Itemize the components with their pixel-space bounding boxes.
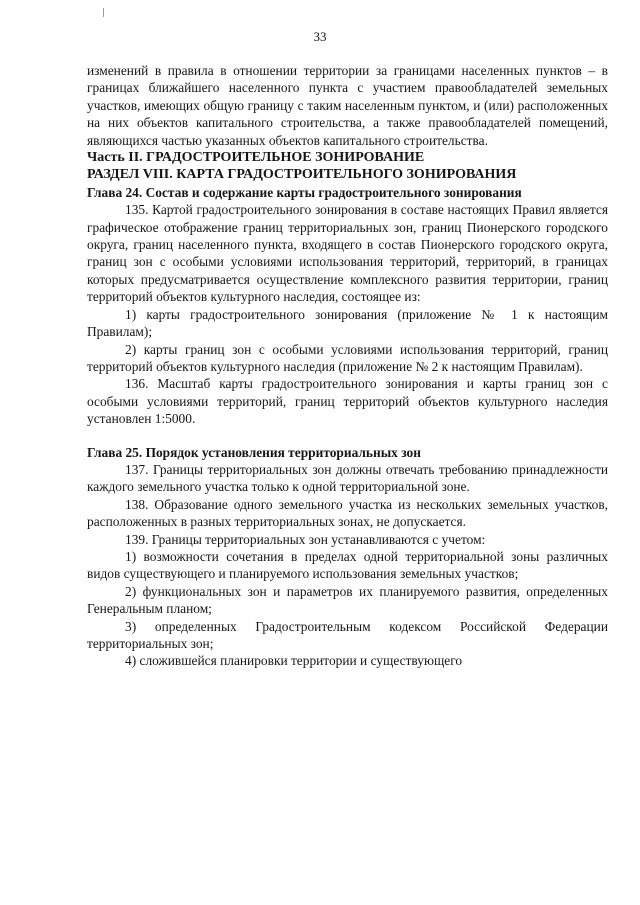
paragraph-139: 139. Границы территориальных зон устанавливаются с учетом: (125, 531, 486, 547)
paragraph-135: 135. Картой градостроительного зонирования в составе настоящих Правил является графическое отображение границ территориальных зон, границ Пионерского городского округа, границ населенного пункта, входящего в состав Пионерского городского округа, границ зон с особыми условиями использования территорий, территорий, в границах которых предусматривается осуществление комплексного развития территории, границ территорий объектов культурного наследия, состоящее из: (87, 202, 608, 305)
intro-paragraph: изменений в правила в отношении территории за границами населенных пунктов – в границах ближайшего населенного пункта с участием правообладателей земельных участков, имеющих общую границу с таким населенным пунктом, и (или) расположенных на них объектов капитального строительства, а также правообладателей помещений, являющихся частью указанных объектов капитального строительства. (87, 63, 608, 148)
list-item-1: 1) карты градостроительного зонирования (приложение № 1 к настоящим Правилам); (87, 306, 608, 340)
page-number: 33 (313, 29, 327, 44)
spacer (87, 428, 608, 444)
chapter-25-title: Глава 25. Порядок установления территориальных зон (87, 444, 421, 460)
paragraph-138: 138. Образование одного земельного участка из нескольких земельных участков, расположенных в разных территориальных зонах, не допускается. (87, 496, 608, 530)
paragraph-137: 137. Границы территориальных зон должны отвечать требованию принадлежности каждого земельного участка только к одной территориальной зоне. (87, 461, 608, 495)
list-item-2: 2) функциональных зон и параметров их планируемого развития, определенных Генеральным планом; (87, 583, 608, 617)
scan-mark (103, 8, 104, 17)
list-item-3: 3) определенных Градостроительным кодексом Российской Федерации территориальных зон; (87, 618, 608, 651)
list-item-1: 1) возможности сочетания в пределах одной территориальной зоны различных видов существующего и планируемого использования земельных участков; (87, 548, 608, 582)
part-title: Часть II. ГРАДОСТРОИТЕЛЬНОЕ ЗОНИРОВАНИЕ (87, 150, 425, 166)
paragraph-136: 136. Масштаб карты градостроительного зонирования и карты границ зон с особыми условиями территорий, границ территорий объектов культурного наследия установлен 1:5000. (87, 376, 608, 427)
chapter-24-title: Глава 24. Состав и содержание карты градостроительного зонирования (87, 184, 522, 200)
list-item-2: 2) карты границ зон с особыми условиями использования территорий, границ территорий объектов культурного наследия (приложение № 2 к настоящим Правилам). (87, 341, 608, 374)
section-title: РАЗДЕЛ VIII. КАРТА ГРАДОСТРОИТЕЛЬНОГО ЗОНИРОВАНИЯ (87, 167, 517, 183)
list-item-4: 4) сложившейся планировки территории и существующего (125, 653, 463, 669)
document-body (87, 62, 608, 670)
